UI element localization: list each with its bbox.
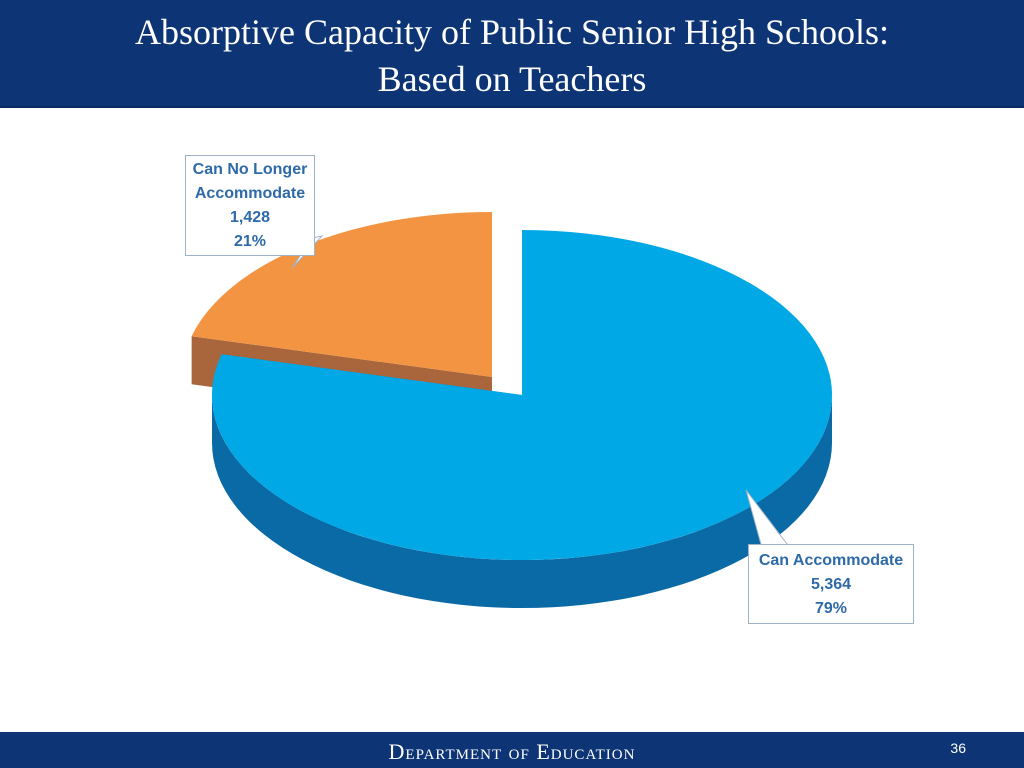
page-number: 36 xyxy=(950,740,966,756)
slice-value: 1,428 xyxy=(229,209,271,226)
slide-title-line-1: Absorptive Capacity of Public Senior High Schools: xyxy=(135,12,889,52)
slice-label-line-1: Can No Longer xyxy=(192,161,308,178)
footer-bar xyxy=(0,732,1024,768)
slice-label-line-2: Accommodate xyxy=(194,185,306,202)
title-bar xyxy=(0,0,1024,108)
data-label-can-no-longer-accommodate xyxy=(185,155,315,256)
slice-percent: 21% xyxy=(233,233,267,250)
slice-label: Can Accommodate xyxy=(758,552,904,569)
slice-value: 5,364 xyxy=(810,576,852,593)
data-label-can-accommodate xyxy=(748,544,914,624)
footer-department-name: Department of Education xyxy=(388,739,636,764)
slide-title-line-2: Based on Teachers xyxy=(377,59,647,99)
slice-percent: 79% xyxy=(814,600,848,617)
pie-chart xyxy=(0,108,1024,728)
